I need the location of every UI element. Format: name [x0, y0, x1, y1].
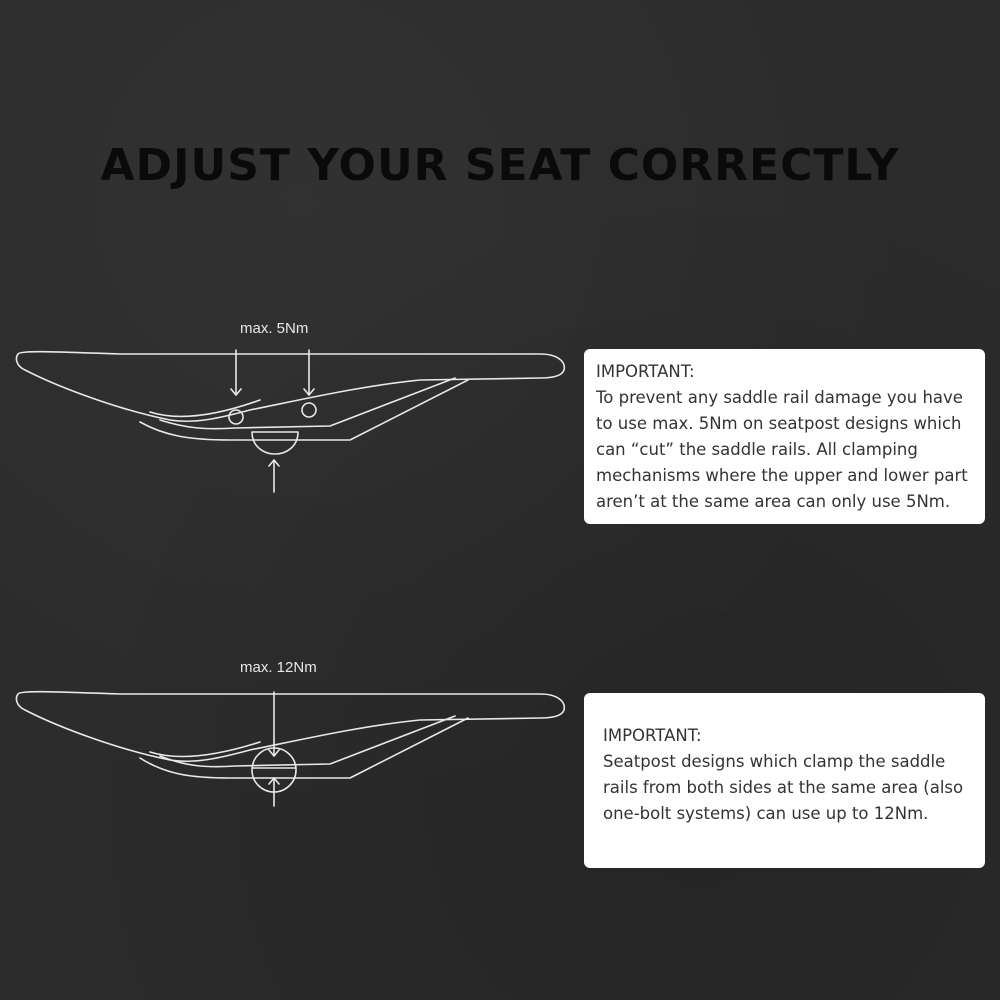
important-note-5nm — [584, 349, 985, 524]
important-note-12nm — [584, 693, 985, 868]
note-body: Seatpost designs which clamp the saddle rails from both sides at the same area (also one-bolt systems) can use up to 12Nm. — [603, 752, 964, 823]
note-heading: IMPORTANT: — [596, 362, 695, 381]
page-title: ADJUST YOUR SEAT CORRECTLY — [100, 140, 900, 191]
note-heading: IMPORTANT: — [603, 726, 702, 745]
saddle-outline-icon — [0, 680, 580, 860]
saddle-outline-icon — [0, 340, 580, 520]
note-body: To prevent any saddle rail damage you have to use max. 5Nm on seatpost designs which can “cut” the saddle rails. All clamping mechanisms where the upper and lower part aren’t at the same area can only use 5Nm. — [596, 388, 968, 511]
torque-label-12nm: max. 12Nm — [240, 659, 317, 676]
saddle-diagram-12nm — [0, 680, 580, 860]
torque-label-5nm: max. 5Nm — [240, 320, 309, 337]
saddle-diagram-5nm — [0, 340, 580, 520]
